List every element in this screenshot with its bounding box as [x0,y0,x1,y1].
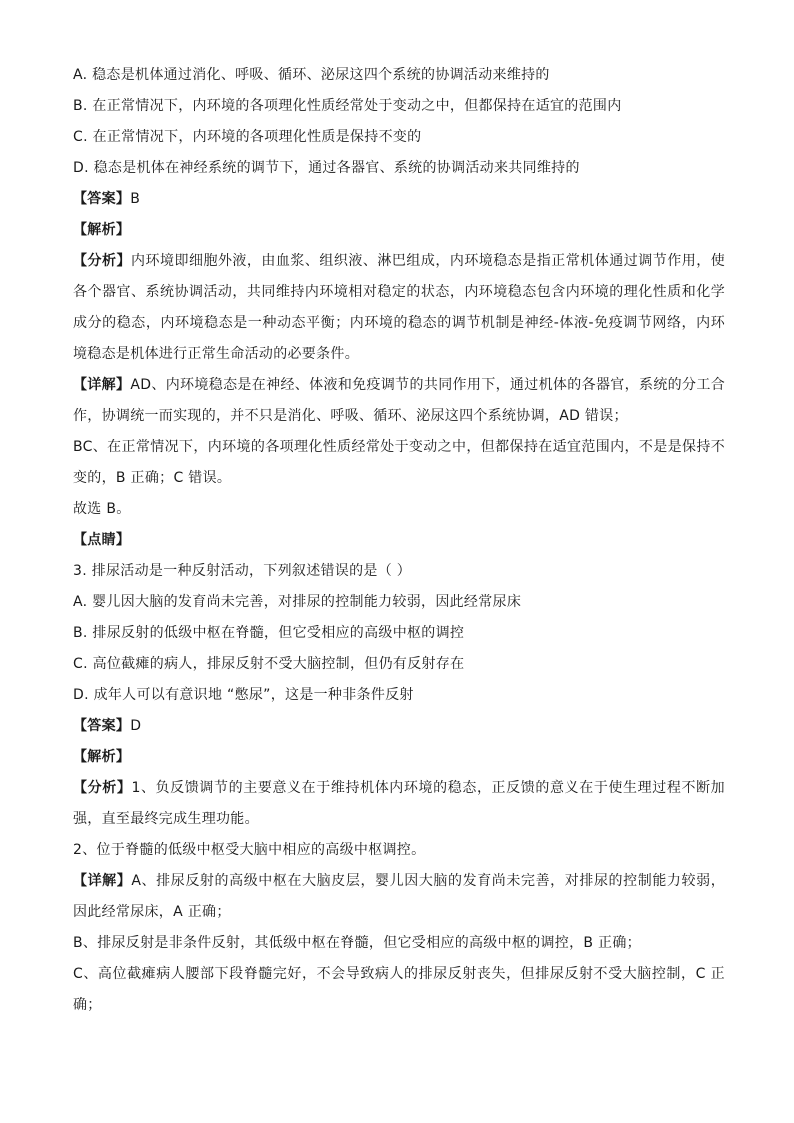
q3-fenxi-2: 2、位于脊髓的低级中枢受大脑中相应的高级中枢调控。 [73,842,426,858]
q3-fenxi-1 [73,773,725,835]
fenxi-label: 【分析】 [73,253,131,269]
q2-option-c: C. 在正常情况下，内环境的各项理化性质是保持不变的 [73,129,422,145]
fenxi-text: 1、负反馈调节的主要意义在于维持机体内环境的稳态，正反馈的意义在于使生理过程不断加强，直至最终完成生理功能。 [73,780,725,827]
analysis-label: 【解析】 [73,749,131,765]
q3-option-a: A. 婴儿因大脑的发育尚未完善，对排尿的控制能力较弱，因此经常尿床 [73,594,522,610]
q2-answer [73,184,725,215]
q3-detail-3: C、高位截瘫病人腰部下段脊髓完好，不会导致病人的排尿反射丧失，但排尿反射不受大脑控制，C 正确； [73,966,725,1013]
q3-answer [73,711,725,742]
q3-option-b: B. 排尿反射的低级中枢在脊髓，但它受相应的高级中枢的调控 [73,625,465,641]
answer-label: 【答案】 [73,191,131,207]
q3-detail-1 [73,866,725,928]
q2-option-d: D. 稳态是机体在神经系统的调节下，通过各器官、系统的协调活动来共同维持的 [73,160,580,176]
q3-option-d: D. 成年人可以有意识地 “憋尿”，这是一种非条件反射 [73,687,414,703]
q2-comment-heading [73,525,725,556]
q2-fenxi [73,246,725,370]
q3-analysis-heading [73,742,725,773]
detail-label: 【详解】 [73,377,131,393]
fenxi-label: 【分析】 [73,780,132,796]
q2-option-a: A. 稳态是机体通过消化、呼吸、循环、泌尿这四个系统的协调活动来维持的 [73,67,550,83]
q2-detail-1 [73,370,725,432]
answer-label: 【答案】 [73,718,131,734]
answer-value: D [130,718,142,734]
fenxi-text: 内环境即细胞外液，由血浆、组织液、淋巴组成，内环境稳态是指正常机体通过调节作用，使各个器官、系统协调活动，共同维持内环境相对稳定的状态，内环境稳态包含内环境的理化性质和化学成分的稳态，内环境稳态是一种动态平衡；内环境的稳态的调节机制是神经-体液-免疫调节网络，内环境稳态是机体进行正常生命活动的必要条件。 [73,253,725,362]
q2-conclusion: 故选 B。 [73,501,131,517]
q3-stem: 3. 排尿活动是一种反射活动，下列叙述错误的是（ ） [73,563,412,579]
q3-detail-2: B、排尿反射是非条件反射，其低级中枢在脊髓，但它受相应的高级中枢的调控，B 正确； [73,935,641,951]
q3-option-c: C. 高位截瘫的病人，排尿反射不受大脑控制，但仍有反射存在 [73,656,465,672]
document-page [73,60,725,1021]
comment-label: 【点睛】 [73,532,131,548]
detail-text: A、排尿反射的高级中枢在大脑皮层，婴儿因大脑的发育尚未完善，对排尿的控制能力较弱，因此经常尿床，A 正确； [73,873,725,920]
detail-text: AD、内环境稳态是在神经、体液和免疫调节的共同作用下，通过机体的各器官，系统的分工合作，协调统一而实现的，并不只是消化、呼吸、循环、泌尿这四个系统协调，AD 错误； [73,377,725,424]
analysis-label: 【解析】 [73,222,131,238]
answer-value: B [130,191,141,207]
q2-detail-2: BC、在正常情况下，内环境的各项理化性质经常处于变动之中，但都保持在适宜范围内，不是是保持不变的，B 正确；C 错误。 [73,439,725,486]
q2-analysis-heading [73,215,725,246]
detail-label: 【详解】 [73,873,132,889]
q2-option-b: B. 在正常情况下，内环境的各项理化性质经常处于变动之中，但都保持在适宜的范围内 [73,98,622,114]
